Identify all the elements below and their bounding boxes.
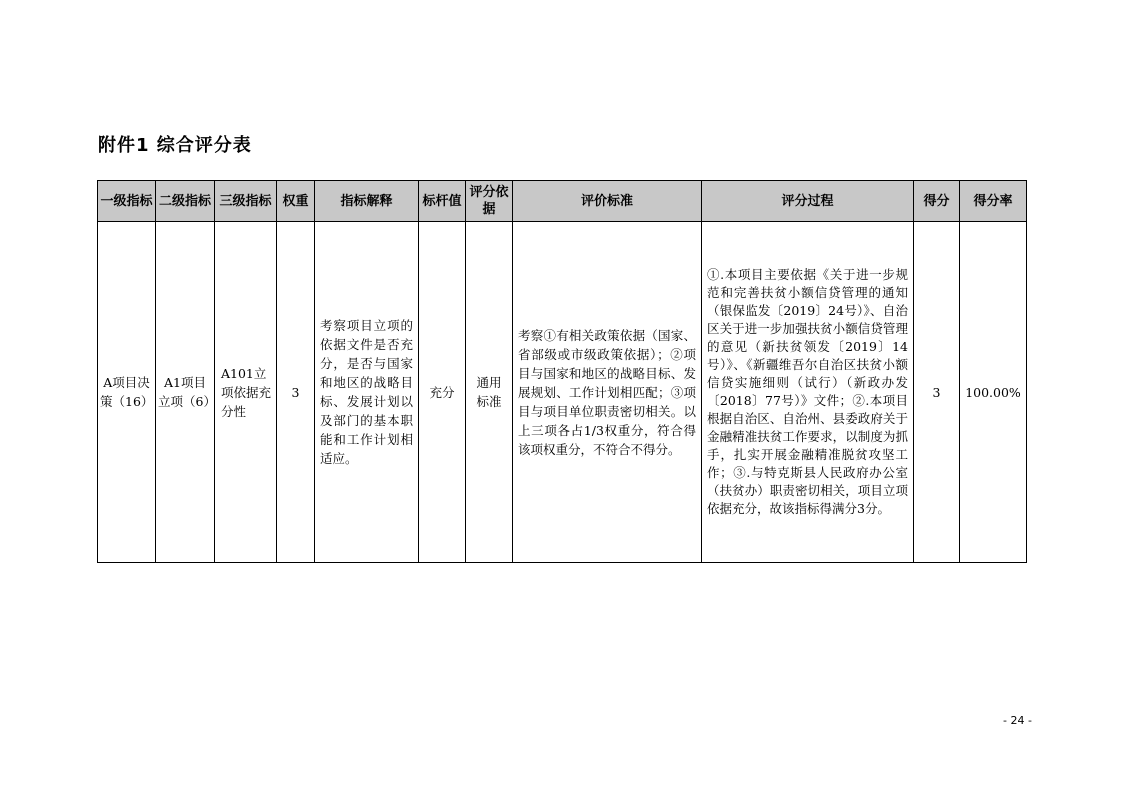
header-level1: 一级指标 (98, 181, 156, 222)
cell-weight: 3 (277, 222, 315, 563)
table-row (98, 222, 1027, 563)
page-number: - 24 - (1003, 714, 1032, 727)
header-weight: 权重 (277, 181, 315, 222)
cell-level3: A101立项依据充分性 (215, 222, 277, 563)
header-rate: 得分率 (960, 181, 1027, 222)
cell-level2: A1项目立项（6） (156, 222, 215, 563)
table-header-row (98, 181, 1027, 222)
cell-benchmark: 充分 (419, 222, 466, 563)
cell-criteria: 考察①有相关政策依据（国家、省部级或市级政策依据）；②项目与国家和地区的战略目标、发展规划、工作计划相匹配；③项目与项目单位职责密切相关。以上三项各占1/3权重分，符合得该项权重分，不符合不得分。 (513, 222, 702, 563)
header-process: 评分过程 (702, 181, 914, 222)
score-table (97, 180, 1027, 563)
header-benchmark: 标杆值 (419, 181, 466, 222)
cell-explanation: 考察项目立项的依据文件是否充分，是否与国家和地区的战略目标、发展计划以及部门的基本职能和工作计划相适应。 (315, 222, 419, 563)
cell-level1: A项目决策（16） (98, 222, 156, 563)
header-explanation: 指标解释 (315, 181, 419, 222)
cell-basis: 通用标准 (466, 222, 513, 563)
cell-process: ①.本项目主要依据《关于进一步规范和完善扶贫小额信贷管理的通知（银保监发〔2019〕24号）》、自治区关于进一步加强扶贫小额信贷管理的意见（新扶贫领发〔2019〕14号）》、《新疆维吾尔自治区扶贫小额信贷实施细则（试行）（新政办发〔2018〕77号）》文件；②.本项目根据自治区、自治州、县委政府关于金融精准扶贫工作要求，以制度为抓手，扎实开展金融精准脱贫攻坚工作；③.与特克斯县人民政府办公室（扶贫办）职责密切相关，项目立项依据充分，故该指标得满分3分。 (702, 222, 914, 563)
header-level3: 三级指标 (215, 181, 277, 222)
header-criteria: 评价标准 (513, 181, 702, 222)
header-basis: 评分依据 (466, 181, 513, 222)
cell-score: 3 (914, 222, 960, 563)
header-level2: 二级指标 (156, 181, 215, 222)
page-title: 附件1 综合评分表 (98, 135, 252, 156)
cell-rate: 100.00% (960, 222, 1027, 563)
header-score: 得分 (914, 181, 960, 222)
